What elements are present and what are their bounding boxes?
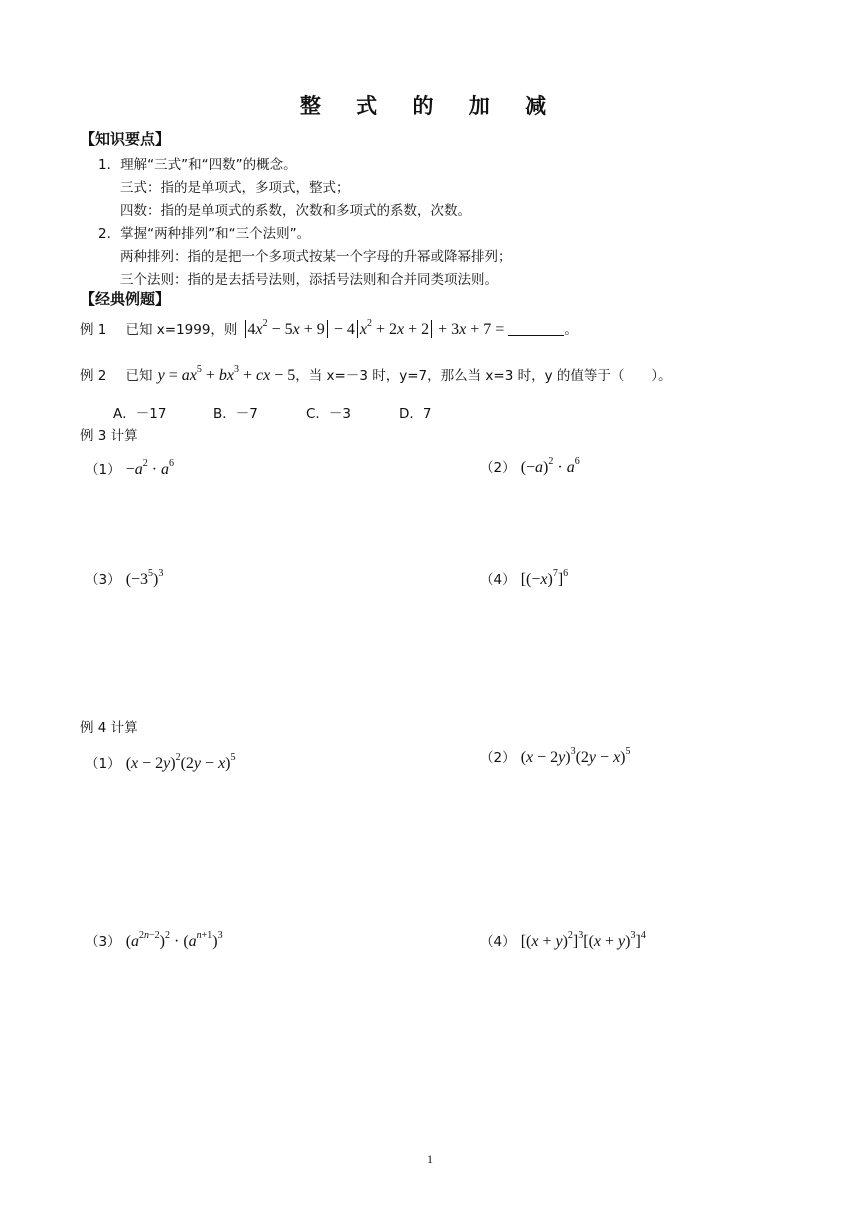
knowledge-item-1-sub-1: 三式：指的是单项式，多项式，整式； bbox=[120, 180, 350, 196]
problem-number: （4） bbox=[480, 572, 516, 588]
answer-blank bbox=[508, 321, 564, 336]
example-2-middle: ，当 x=－3 时，y=7，那么当 x=3 时，y 的值等于（ ）。 bbox=[295, 368, 672, 384]
option-b: B．－7 bbox=[213, 406, 258, 422]
example-2-prefix: 已知 bbox=[125, 368, 153, 384]
option-a: A．－17 bbox=[113, 406, 167, 422]
example-1 bbox=[80, 318, 578, 339]
knowledge-item-2-sub-1: 两种排列：指的是把一个多项式按某一个字母的升幂或降幂排列； bbox=[120, 249, 512, 265]
problem-number: （4） bbox=[480, 934, 516, 950]
knowledge-item-2: 2．掌握“两种排列”和“三个法则”。 bbox=[98, 226, 311, 242]
problem-number: （3） bbox=[85, 572, 121, 588]
example-2-expression: $y = ax^5 + bx^3$ + cx − 5 bbox=[157, 364, 296, 384]
problem-number: （3） bbox=[85, 934, 121, 950]
example-3-problem-1: $(1) -a^2 \cdot a^6$ bbox=[85, 458, 175, 478]
example-4-problem-3: （3） $(a^{2n-2})^2 \cdot (a^{n+1})^3$ bbox=[85, 930, 223, 950]
example-4-problem-2: （2） $(x - 2y)^3(2y - x)^5$ bbox=[480, 746, 631, 766]
example-2 bbox=[80, 364, 672, 385]
example-3-problem-2: （2） $(-a)^2 \cdot a^6$ bbox=[480, 456, 580, 476]
example-3-label: 例 3 计算 bbox=[80, 428, 138, 444]
example-3-problem-3: （3） $(-3^5)^3$ bbox=[85, 568, 164, 588]
example-1-prefix: 已知 x=1999，则 bbox=[125, 322, 238, 338]
example-4-problem-4: （4） $[(x + y)^2]^3[(x + y)^3]^4$ bbox=[480, 930, 646, 950]
knowledge-item-1-sub-2: 四数：指的是单项式的系数，次数和多项式的系数，次数。 bbox=[120, 203, 471, 219]
example-1-suffix: 。 bbox=[564, 322, 578, 338]
knowledge-item-1: 1．理解“三式”和“四数”的概念。 bbox=[98, 157, 297, 173]
page-number: 1 bbox=[427, 1152, 433, 1166]
example-3-problem-4: （4） $[(-x)^7]^6$ bbox=[480, 568, 569, 588]
example-2-label: 例 2 bbox=[80, 368, 107, 384]
problem-number: （2） bbox=[480, 750, 516, 766]
problem-number: （1） bbox=[85, 462, 121, 478]
example-4-label: 例 4 计算 bbox=[80, 720, 138, 736]
problem-number: （2） bbox=[480, 460, 516, 476]
knowledge-heading: 【知识要点】 bbox=[80, 130, 171, 148]
problem-number: （1） bbox=[85, 756, 121, 772]
option-d: D．7 bbox=[399, 406, 432, 422]
example-4-problem-1: （1） $(x - 2y)^2(2y - x)^5$ bbox=[85, 752, 236, 772]
page-title: 整 式 的 加 减 bbox=[299, 94, 561, 118]
knowledge-item-2-sub-2: 三个法则：指的是去括号法则，添括号法则和合并同类项法则。 bbox=[120, 272, 498, 288]
examples-heading: 【经典例题】 bbox=[80, 290, 171, 308]
example-1-expression: $4x^2 - 5x + 9 - 4$ $x^2 + 2x + 2 + 3x + 7$ = bbox=[243, 321, 509, 338]
example-1-label: 例 1 bbox=[80, 322, 107, 338]
option-c: C．－3 bbox=[306, 406, 352, 422]
